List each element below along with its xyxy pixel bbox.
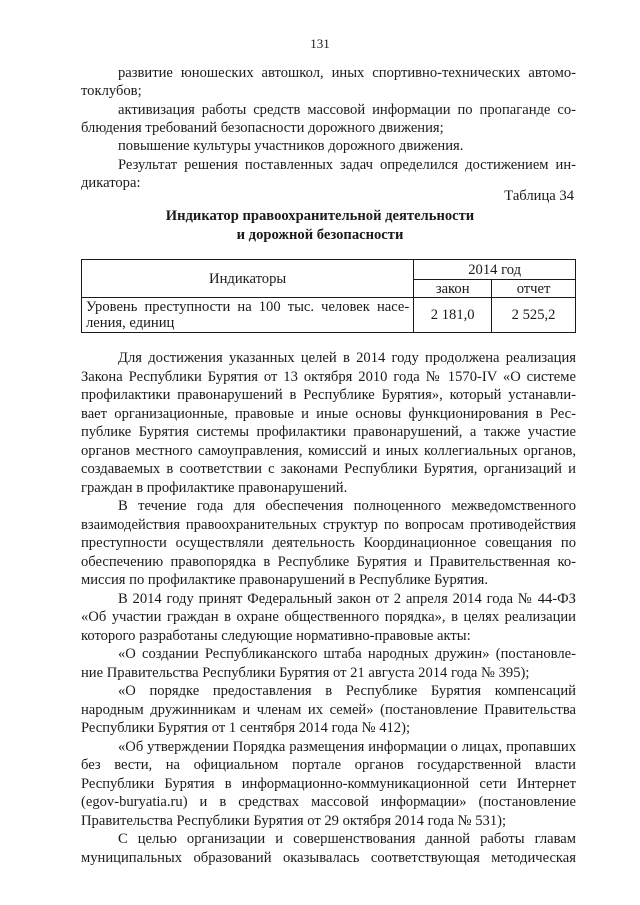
text-line: С целью организации и совершенствования данной работы главам [118, 831, 576, 847]
table-title-line-2: и дорожной безопасности [236, 227, 404, 243]
text-line: профилактики правонарушений в Республике Бурятия», который устанавли- [81, 387, 576, 403]
text-line: муниципальных образований оказывалась соответствующая методическая [81, 849, 576, 866]
text-line: публике Бурятия системы профилактики правонарушений, а также участие [81, 424, 576, 440]
text-line: создаваемых в соответствии с законами Республики Бурятия, организаций и [81, 461, 576, 477]
text-line: Правительства Республики Бурятия от 29 октября 2014 года № 531); [81, 812, 507, 829]
table-label: Таблица 34 [504, 188, 574, 204]
text-line: Для достижения указанных целей в 2014 году продолжена реализация [118, 350, 576, 366]
row-law-value: 2 181,0 [414, 298, 492, 333]
text-line: Результат решения поставленных задач определился достижением ин- [118, 156, 576, 173]
text-line: «Об утверждении Порядка размещения информации о лицах, пропавших [118, 738, 576, 755]
header-year: 2014 год [414, 260, 576, 280]
text-line: без вести, на официальном портале органов государственной власти [81, 757, 576, 773]
text-line: взаимодействия правоохранительных структур по вопросам противодействия [81, 516, 576, 533]
row-label-line-1: Уровень преступности на 100 тыс. человек насе- [86, 299, 410, 315]
text-line: токлубов; [81, 83, 142, 100]
text-line: обеспечению правопорядка в Республике Бурятия и Правительственная ко- [81, 553, 576, 570]
text-line: «О порядке предоставления в Республике Бурятия компенсаций [118, 683, 576, 699]
indicator-table [81, 259, 576, 333]
text-line: повышение культуры участников дорожного движения. [118, 138, 464, 155]
text-line: ние Правительства Республики Бурятия от 21 августа 2014 года № 395); [81, 664, 530, 681]
text-line: активизация работы средств массовой информации по пропаганде со- [118, 101, 576, 118]
text-line: дикатора: [81, 174, 141, 191]
text-line: В 2014 году принят Федеральный закон от 2 апреля 2014 года № 44-ФЗ [118, 590, 576, 607]
header-law: закон [414, 280, 492, 298]
text-line: граждан в профилактике правонарушений. [81, 479, 348, 496]
text-line: «Об участии граждан в охране общественного порядка», в целях реализации [81, 609, 576, 625]
text-line: миссия по профилактике правонарушений в Республике Бурятия. [81, 572, 489, 588]
page-number: 131 [310, 36, 330, 51]
text-line: Закона Республики Бурятия от 13 октября 2010 года № 1570-IV «О системе [81, 368, 576, 385]
text-line: которого разработаны следующие нормативно-правовые акты: [81, 627, 471, 644]
text-line: Республики Бурятия в информационно-коммуникационной сети Интернет [81, 775, 576, 792]
table-title-line-1: Индикатор правоохранительной деятельности [165, 208, 475, 224]
header-indicators: Индикаторы [82, 260, 414, 298]
text-line: органов местного самоуправления, комиссий и иных коллегиальных органов, [81, 442, 576, 459]
text-line: развитие юношеских автошкол, иных спортивно-технических автомо- [118, 65, 576, 81]
text-line: В течение года для обеспечения полноценного межведомственного [118, 498, 576, 514]
text-line: (egov-buryatia.ru) и в средствах массовой информации» (постановление [81, 794, 576, 810]
row-indicator-label [82, 298, 414, 333]
header-report: отчет [492, 280, 576, 298]
text-line: вает организационные, правовые и иные основы функционирования в Рес- [81, 405, 576, 422]
row-label-line-2: ления, единиц [86, 315, 175, 331]
row-report-value: 2 525,2 [492, 298, 576, 333]
text-line: Республики Бурятия от 1 сентября 2014 года № 412); [81, 720, 410, 736]
text-line: «О создании Республиканского штаба народных дружин» (постановле- [118, 646, 576, 662]
text-line: народным дружинникам и членам их семей» (постановление Правительства [81, 701, 576, 718]
text-line: блюдения требований безопасности дорожного движения; [81, 119, 444, 136]
text-line: преступности осуществляли деятельность Координационное совещания по [81, 535, 576, 551]
